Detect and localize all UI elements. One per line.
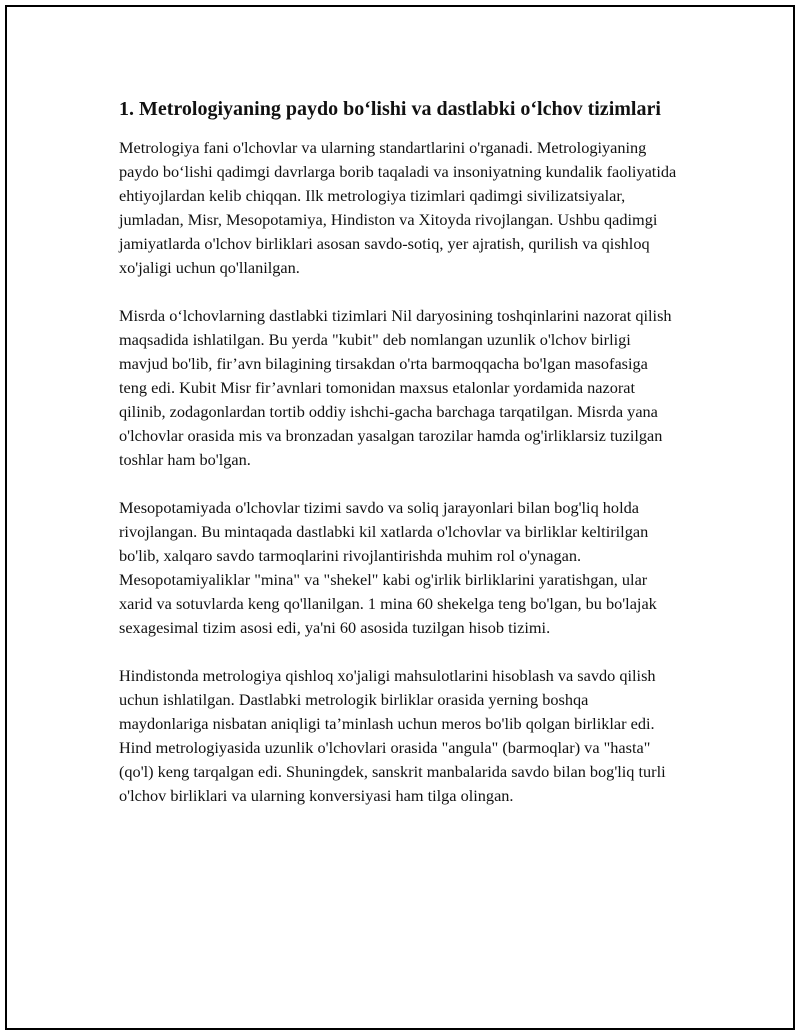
paragraph-egypt: Misrda o‘lchovlarning dastlabki tizimlari Nil daryosining toshqinlarini nazorat qilish maqsadida ishlatilgan. Bu yerda "kubit" deb nomlangan uzunlik o'lchov birligi mavjud bo'lib, fir’avn bilagining tirsakdan o'rta barmoqqacha bo'lgan masofasiga teng edi. Kubit Misr fir’avnlari tomonidan maxsus etalonlar yordamida nazorat qilinib, zodagonlardan tortib oddiy ishchi-gacha barchaga tarqatilgan. Misrda yana o'lchovlar orasida mis va bronzadan yasalgan tarozilar hamda og'irliklarsiz tuzilgan toshlar ham bo'lgan. xyxy=(119,306,672,469)
paragraph-intro: Metrologiya fani o'lchovlar va ularning standartlarini o'rganadi. Metrologiyaning paydo bo‘lishi qadimgi davrlarga borib taqaladi va insoniyatning kundalik faoliyatida ehtiyojlardan kelib chiqqan. Ilk metrologiya tizimlari qadimgi sivilizatsiyalar, jumladan, Misr, Mesopotamiya, Hindiston va Xitoyda rivojlangan. Ushbu qadimgi jamiyatlarda o'lchov birliklari asosan savdo-sotiq, yer ajratish, qurilish va qishloq xo'jaligi uchun qo'llanilgan. xyxy=(119,138,677,277)
section-heading: 1. Metrologiyaning paydo bo‘lishi va dastlabki o‘lchov tizimlari xyxy=(119,98,661,120)
page-frame xyxy=(5,5,795,1030)
paragraph-mesopotamia: Mesopotamiyada o'lchovlar tizimi savdo va soliq jarayonlari bilan bog'liq holda rivojlangan. Bu mintaqada dastlabki kil xatlarda o'lchovlar va birliklar keltirilgan bo'lib, xalqaro savdo tarmoqlarini rivojlantirishda muhim rol o'ynagan. Mesopotamiyaliklar "mina" va "shekel" kabi og'irlik birliklarini yaratishgan, ular xarid va sotuvlarda keng qo'llanilgan. 1 mina 60 shekelga teng bo'lgan, bu bo'lajak sexagesimal tizim asosi edi, ya'ni 60 asosida tuzilgan hisob tizimi. xyxy=(119,498,657,637)
document-body xyxy=(119,95,679,832)
paragraph-india: Hindistonda metrologiya qishloq xo'jaligi mahsulotlarini hisoblash va savdo qilish uchun ishlatilgan. Dastlabki metrologik birliklar orasida yerning boshqa maydonlariga nisbatan aniqligi ta’minlash uchun meros bo'lib qolgan birliklar edi. Hind metrologiyasida uzunlik o'lchovlari orasida "angula" (barmoqlar) va "hasta" (qo'l) keng tarqalgan edi. Shuningdek, sanskrit manbalarida savdo bilan bog'liq turli o'lchov birliklari va ularning konversiyasi ham tilga olingan. xyxy=(119,666,666,805)
